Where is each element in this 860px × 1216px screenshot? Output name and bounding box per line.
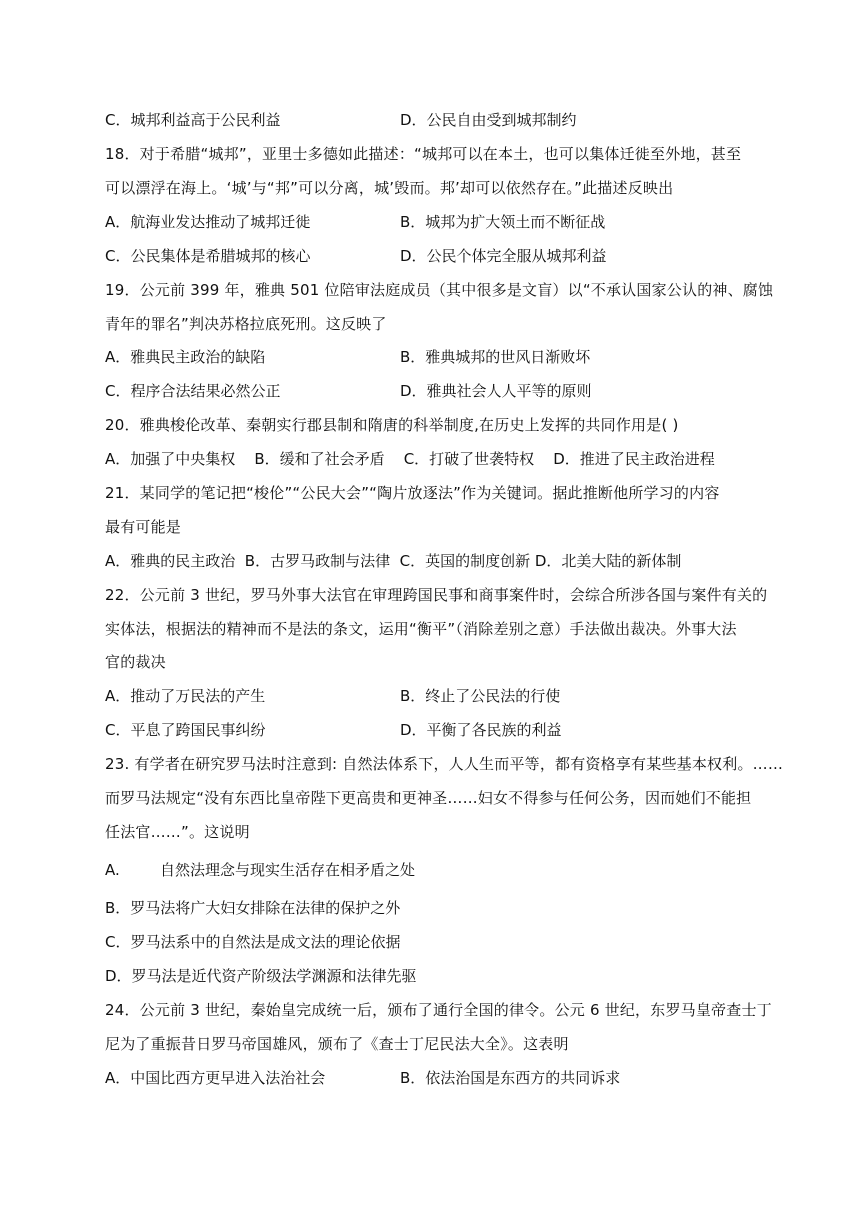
q22-option-b: B．终止了公民法的行使 (400, 687, 561, 705)
q20-stem: 20．雅典梭伦改革、秦朝实行郡县制和隋唐的科举制度,在历史上发挥的共同作用是( ) (105, 416, 679, 434)
q22-stem-line-3: 官的裁决 (105, 653, 166, 671)
q24-stem-line-2: 尼为了重振昔日罗马帝国雄风，颁布了《查士丁尼民法大全》。这表明 (105, 1035, 569, 1053)
q21-options: A．雅典的民主政治 B．古罗马政制与法律 C．英国的制度创新 D．北美大陆的新体制 (105, 552, 682, 570)
q22-option-a: A．推动了万民法的产生 (105, 687, 266, 705)
q19-option-c: C．程序合法结果必然公正 (105, 382, 281, 400)
q21-stem-line-2: 最有可能是 (105, 518, 182, 536)
q22-stem-line-2: 实体法，根据法的精神而不是法的条文，运用“衡平”（消除差别之意）手法做出裁决。外事大法 (105, 620, 737, 638)
q24-option-a: A．中国比西方更早进入法治社会 (105, 1069, 326, 1087)
q17-option-c: C．城邦利益高于公民利益 (105, 111, 281, 129)
q23-option-a-text: 自然法理念与现实生活存在相矛盾之处 (160, 861, 416, 879)
q19-option-d: D．雅典社会人人平等的原则 (400, 382, 592, 400)
q18-option-c: C．公民集体是希腊城邦的核心 (105, 247, 311, 265)
q19-stem-line-2: 青年的罪名”判决苏格拉底死刑。这反映了 (105, 315, 387, 333)
q23-option-c: C．罗马法系中的自然法是成文法的理论依据 (105, 933, 401, 951)
q20-options: A．加强了中央集权 B．缓和了社会矛盾 C．打破了世袭特权 D．推进了民主政治进程 (105, 450, 715, 468)
q23-option-d: D．罗马法是近代资产阶级法学渊源和法律先驱 (105, 967, 417, 985)
q23-option-b: B．罗马法将广大妇女排除在法律的保护之外 (105, 899, 401, 917)
q18-option-b: B．城邦为扩大领土而不断征战 (400, 213, 606, 231)
q24-stem-line-1: 24．公元前 3 世纪，秦始皇完成统一后，颁布了通行全国的律令。公元 6 世纪，东罗马皇帝查士丁 (105, 1001, 772, 1019)
q22-option-d: D．平衡了各民族的利益 (400, 721, 562, 739)
q19-option-a: A．雅典民主政治的缺陷 (105, 348, 266, 366)
q17-option-d: D．公民自由受到城邦制约 (400, 111, 577, 129)
q24-option-b: B．依法治国是东西方的共同诉求 (400, 1069, 621, 1087)
q19-option-b: B．雅典城邦的世风日渐败坏 (400, 348, 591, 366)
q21-stem-line-1: 21．某同学的笔记把“梭伦”“公民大会”“陶片放逐法”作为关键词。据此推断他所学习的内容 (105, 484, 720, 502)
q19-stem-line-1: 19．公元前 399 年，雅典 501 位陪审法庭成员（其中很多是文盲）以“不承认国家公认的神、腐蚀 (105, 281, 774, 299)
q22-stem-line-1: 22．公元前 3 世纪，罗马外事大法官在审理跨国民事和商事案件时，会综合所涉各国与案件有关的 (105, 586, 768, 604)
q22-option-c: C．平息了跨国民事纠纷 (105, 721, 266, 739)
q18-option-a: A．航海业发达推动了城邦迁徙 (105, 213, 311, 231)
q23-option-a-label: A. (105, 861, 120, 879)
q18-stem-line-1: 18．对于希腊“城邦”，亚里士多德如此描述：“城邦可以在本土，也可以集体迁徙至外地，甚至 (105, 145, 742, 163)
q18-option-d: D．公民个体完全服从城邦利益 (400, 247, 607, 265)
q18-stem-line-2: 可以漂浮在海上。‘城’与“邦”可以分离，城’毁而。邦’却可以依然存在。”此描述反映出 (105, 179, 674, 197)
q23-stem-line-3: 任法官……”。这说明 (105, 823, 250, 841)
q23-stem-line-2: 而罗马法规定“没有东西比皇帝陛下更高贵和更神圣……妇女不得参与任何公务，因而她们不能担 (105, 789, 752, 807)
q23-stem-line-1: 23. 有学者在研究罗马法时注意到: 自然法体系下，人人生而平等，都有资格享有某些基本权利。…… (105, 755, 784, 773)
